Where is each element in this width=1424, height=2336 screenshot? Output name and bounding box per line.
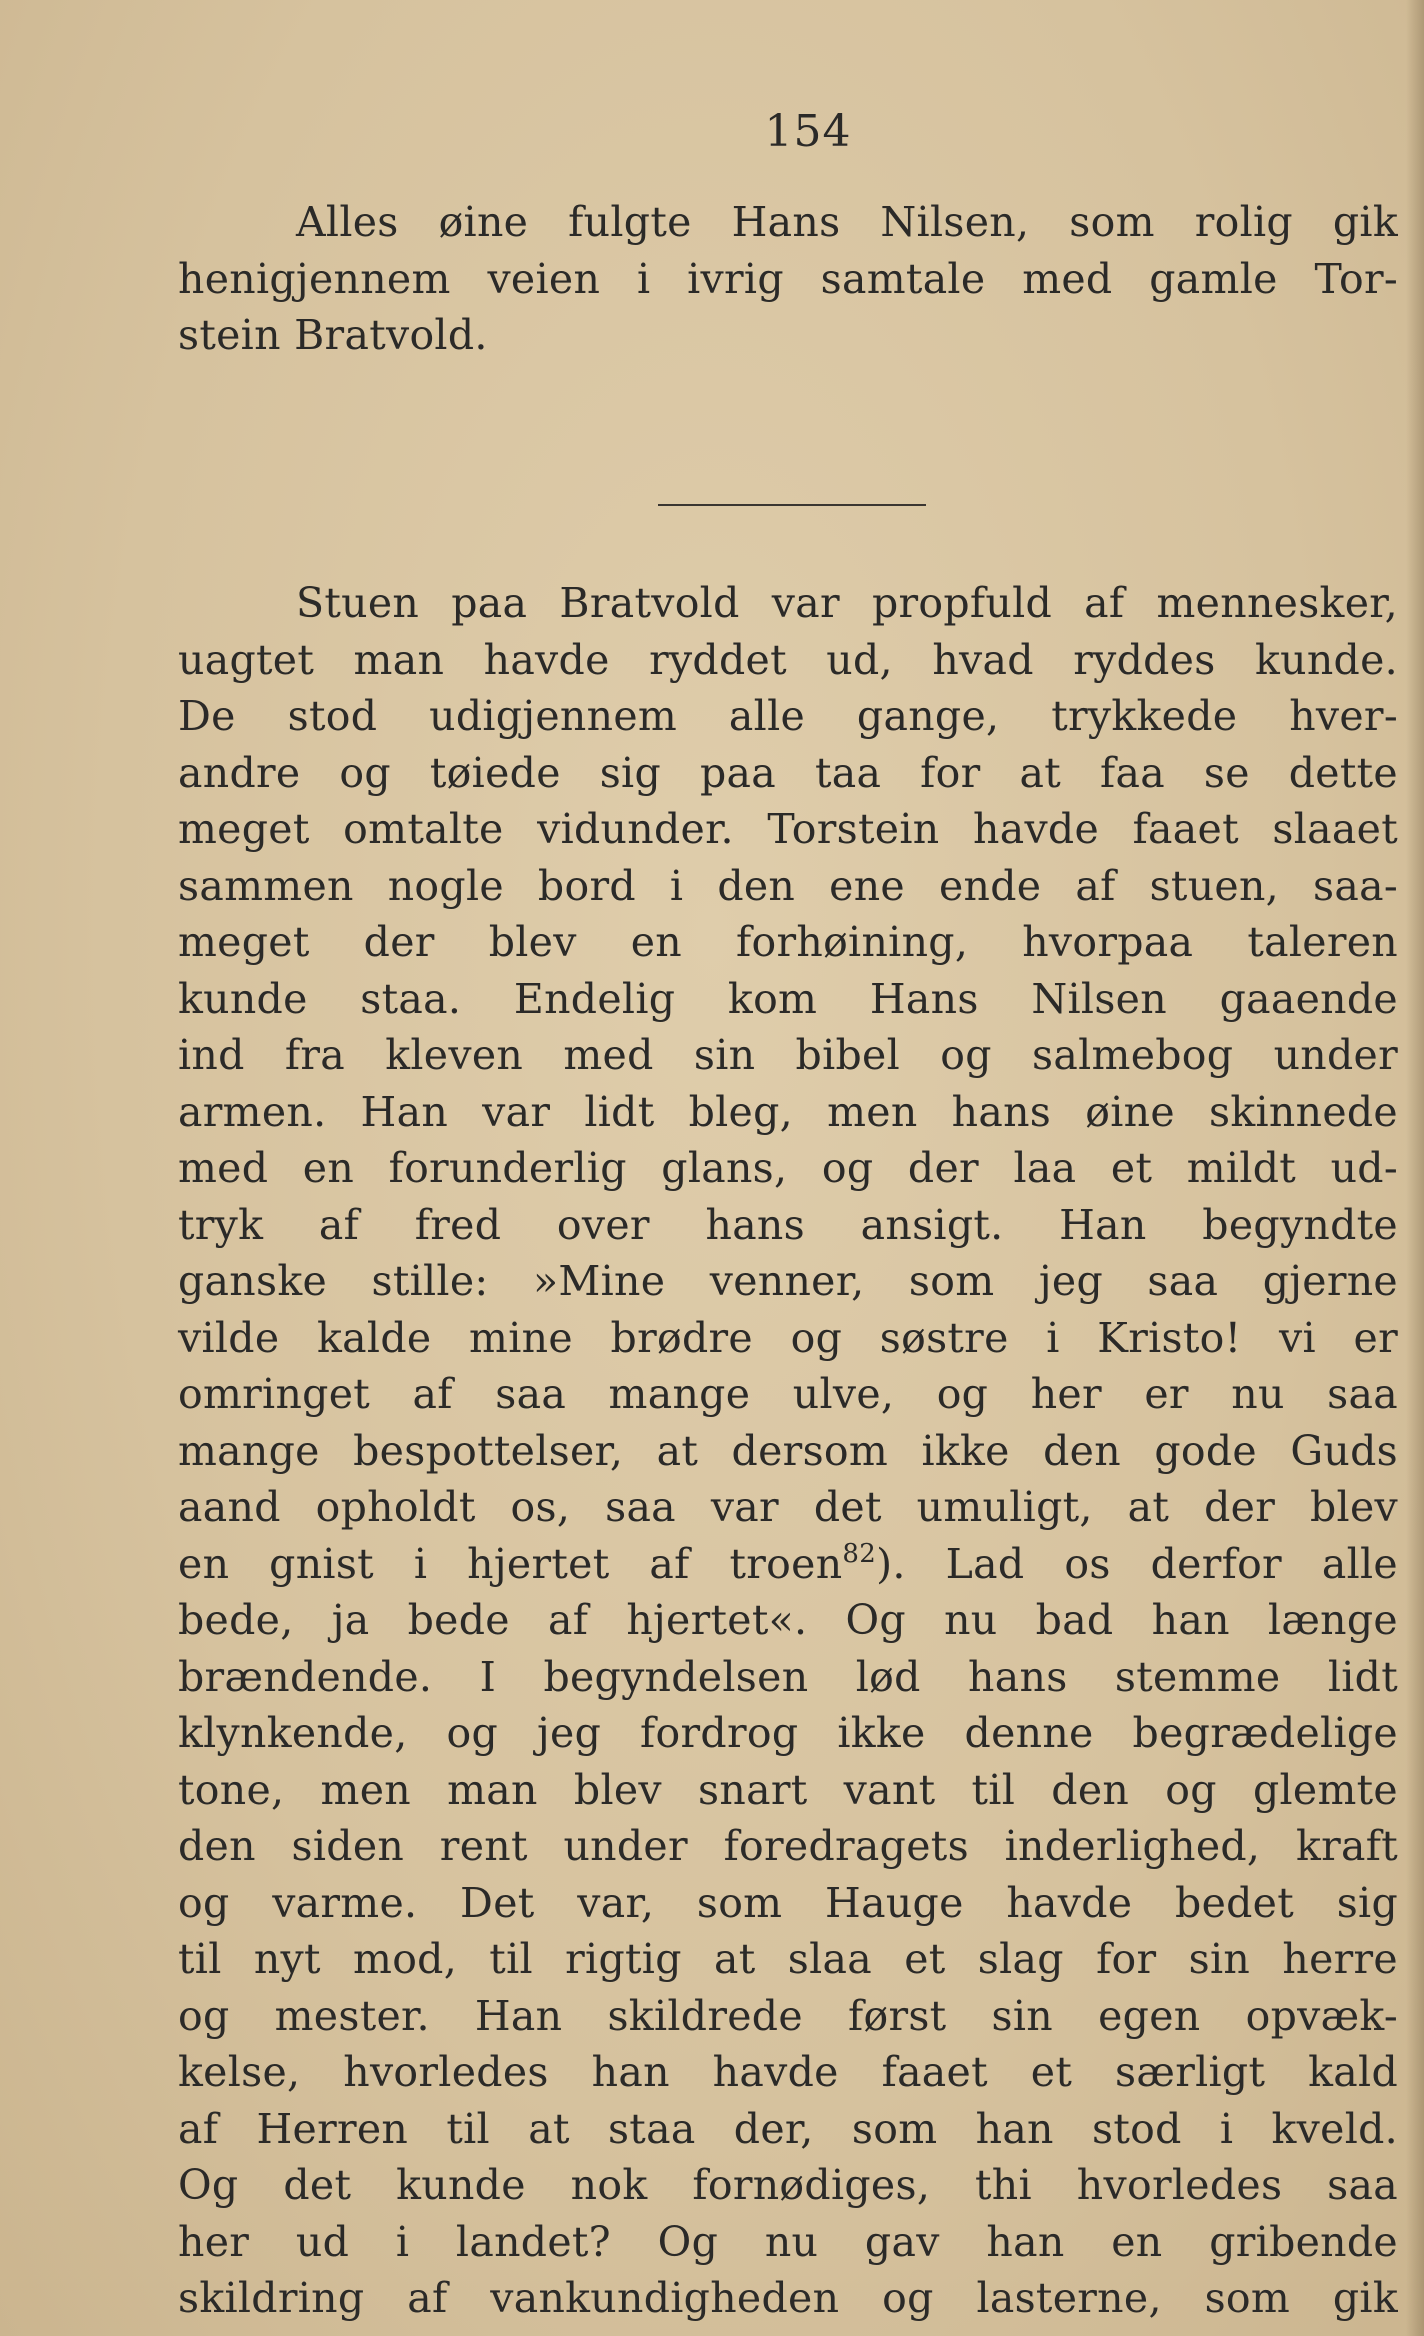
text-line: stein Bratvold. [178,311,488,359]
text-line: armen. Han var lidt bleg, men hans øine skinnede [178,1087,1398,1136]
text-line-with-footnote [178,1536,1398,1593]
section-divider [658,504,926,506]
text-line: med en forunderlig glans, og der laa et mildt ud- [178,1144,1398,1192]
text-line: den siden rent under foredragets inderlighed, kraft [178,1822,1398,1870]
paragraph-1 [178,194,1398,364]
text-line: og mester. Han skildrede først sin egen opvæk- [178,1991,1398,2040]
text-line: henigjennem veien i ivrig samtale med gamle Tor- [178,254,1398,303]
text-line: vilde kalde mine brødre og søstre i Kristo! vi er [178,1313,1398,1362]
text-line: til nyt mod, til rigtig at slaa et slag for sin herre [178,1935,1398,1983]
text-line: meget der blev en forhøining, hvorpaa taleren [178,918,1398,966]
text-line: kelse, hvorledes han havde faaet et særligt kald [178,2048,1398,2096]
text-line: kunde staa. Endelig kom Hans Nilsen gaaende [178,974,1398,1023]
text-line: De stod udigjennem alle gange, trykkede hver- [178,692,1398,740]
text-line: skildring af vankundigheden og lasterne, som gik [178,2274,1398,2322]
page-edge-shadow [1406,0,1424,2336]
text-line: Og det kunde nok fornødiges, thi hvorledes saa [178,2161,1398,2209]
text-line: sammen nogle bord i den ene ende af stuen, saa- [178,861,1398,910]
text-line: ind fra kleven med sin bibel og salmebog under [178,1031,1398,1079]
text-line: andre og tøiede sig paa taa for at faa se dette [178,748,1398,797]
text-line: uagtet man havde ryddet ud, hvad ryddes kunde. [178,635,1398,684]
paragraph-2 [178,575,1398,2327]
text-line: og varme. Det var, som Hauge havde bedet sig [178,1878,1398,1927]
page-number: 154 [764,106,852,157]
text-line: af Herren til at staa der, som han stod i kveld. [178,2104,1398,2153]
text-line: tryk af fred over hans ansigt. Han begyndte [178,1200,1398,1249]
text-line: her ud i landet? Og nu gav han en gribende [178,2217,1398,2266]
text-line: klynkende, og jeg fordrog ikke denne begrædelige [178,1709,1398,1757]
text-line: brændende. I begyndelsen lød hans stemme lidt [178,1652,1398,1701]
text-line: tone, men man blev snart vant til den og glemte [178,1765,1398,1814]
text-line: Alles øine fulgte Hans Nilsen, som rolig gik [296,198,1398,246]
text-line: meget omtalte vidunder. Torstein havde faaet slaaet [178,805,1398,853]
text-line: mange bespottelser, at dersom ikke den gode Guds [178,1426,1398,1475]
text-line: ganske stille: »Mine venner, som jeg saa gjerne [178,1257,1398,1305]
text-line: bede, ja bede af hjertet«. Og nu bad han længe [178,1596,1398,1644]
text-line: omringet af saa mange ulve, og her er nu saa [178,1370,1398,1418]
text-line: aand opholdt os, saa var det umuligt, at der blev [178,1483,1398,1531]
text-segment: en gnist i hjertet af troen [178,1539,843,1588]
text-line: Stuen paa Bratvold var propfuld af mennesker, [296,579,1398,627]
footnote-reference: 82 [842,1538,877,1569]
text-segment: ). Lad os derfor alle [876,1539,1398,1588]
